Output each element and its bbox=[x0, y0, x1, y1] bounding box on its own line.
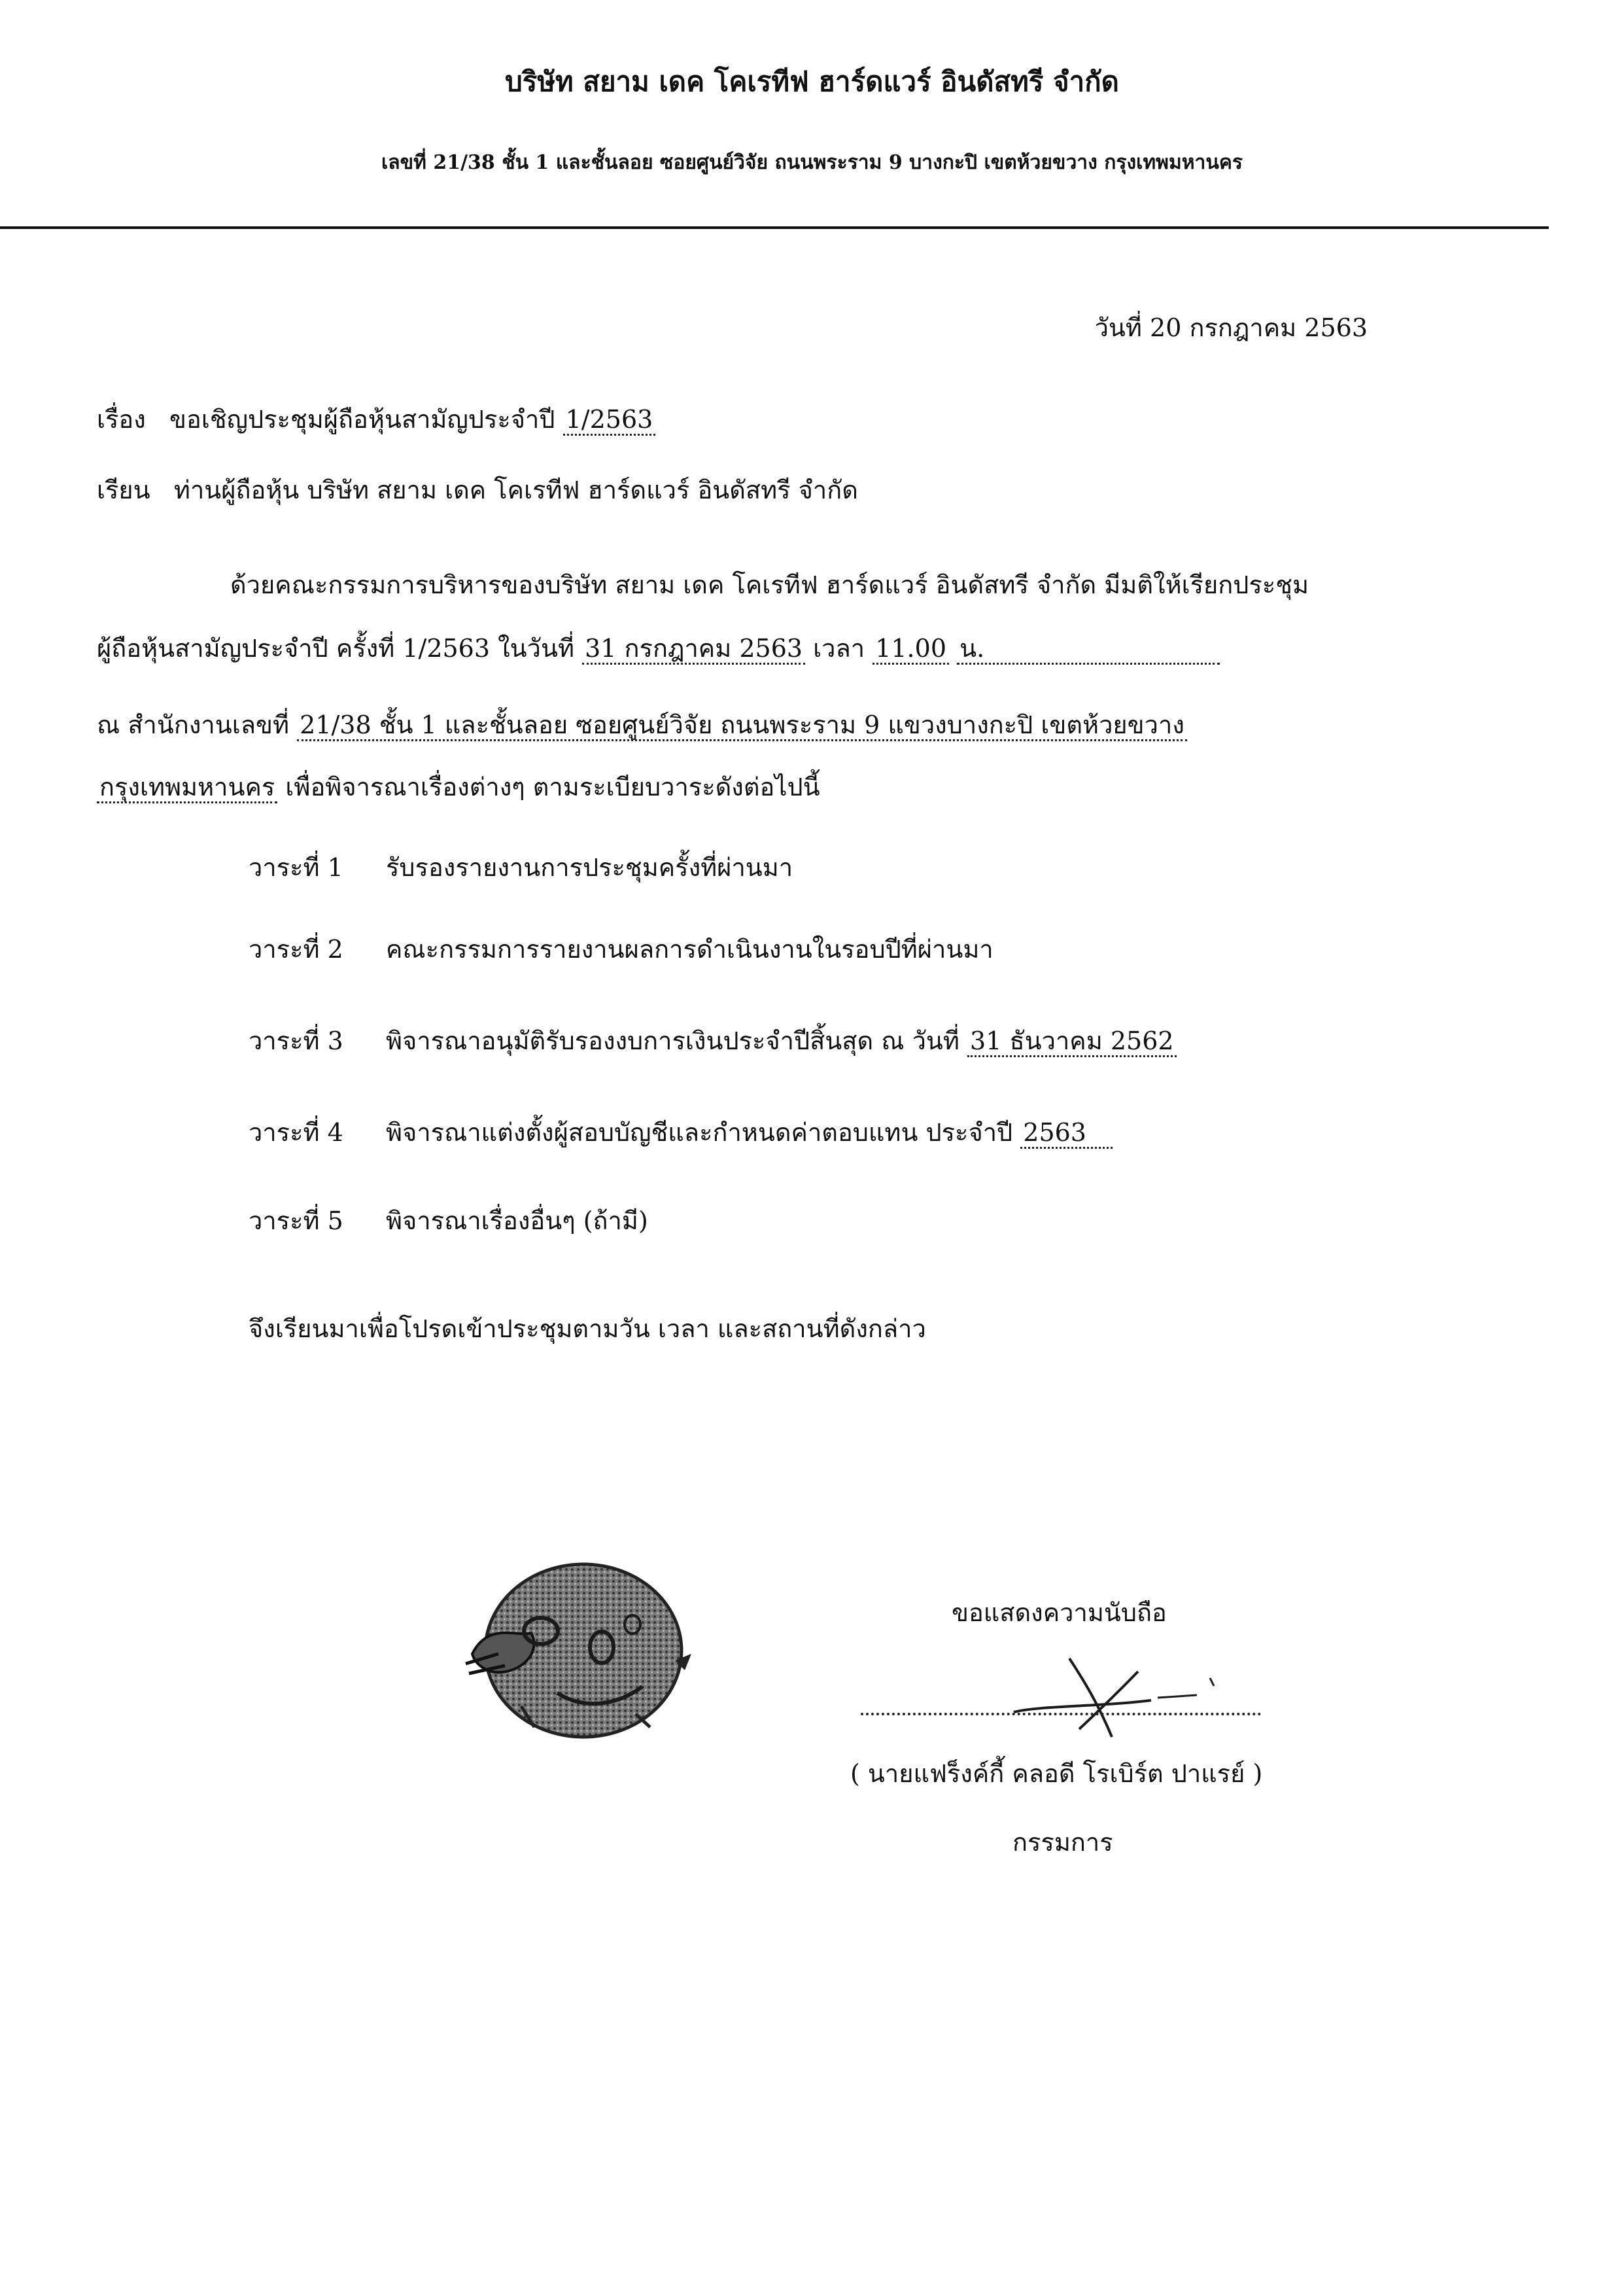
agenda-number: วาระที่ 2 bbox=[249, 935, 343, 964]
time-unit: น. bbox=[957, 634, 1220, 665]
subject-line bbox=[97, 399, 655, 439]
time-label: เวลา bbox=[813, 634, 865, 663]
agenda-number: วาระที่ 5 bbox=[249, 1206, 343, 1235]
agenda-text: คณะกรรมการรายงานผลการดำเนินงานในรอบปีที่ผ่านมา bbox=[386, 935, 993, 964]
agenda-item bbox=[249, 1112, 1113, 1152]
recipient-label: เรียน bbox=[97, 476, 150, 504]
signature-mark bbox=[1001, 1652, 1223, 1743]
agenda-text: พิจารณาแต่งตั้งผู้สอบบัญชีและกำหนดค่าตอบแทน ประจำปี bbox=[386, 1118, 1013, 1147]
recipient-line bbox=[97, 470, 858, 510]
agenda-item bbox=[249, 929, 993, 969]
agenda-text: พิจารณาเรื่องอื่นๆ (ถ้ามี) bbox=[386, 1206, 648, 1235]
agenda-value: 31 ธันวาคม 2562 bbox=[967, 1026, 1177, 1057]
venue-address: 21/38 ชั้น 1 และชั้นลอย ซอยศูนย์วิจัย ถนนพระราม 9 แขวงบางกะปิ เขตห้วยขวาง bbox=[297, 710, 1187, 741]
agenda-text: รับรองรายงานการประชุมครั้งที่ผ่านมา bbox=[386, 853, 793, 882]
body-line-4 bbox=[97, 767, 820, 807]
agenda-intro: เพื่อพิจารณาเรื่องต่างๆ ตามระเบียบวาระดังต่อไปนี้ bbox=[285, 773, 820, 801]
agenda-item bbox=[249, 1021, 1177, 1060]
venue-city: กรุงเทพมหานคร bbox=[97, 773, 277, 803]
agenda-text: พิจารณาอนุมัติรับรองงบการเงินประจำปีสิ้นสุด ณ วันที่ bbox=[386, 1026, 959, 1055]
company-name: บริษัท สยาม เดค โคเรทีฟ ฮาร์ดแวร์ อินดัสทรี จำกัด bbox=[505, 65, 1119, 97]
recipient-text: ท่านผู้ถือหุ้น บริษัท สยาม เดค โคเรทีฟ ฮาร์ดแวร์ อินดัสทรี จำกัด bbox=[173, 476, 858, 504]
agenda-number: วาระที่ 3 bbox=[249, 1026, 343, 1055]
letter-date: วันที่ 20 กรกฎาคม 2563 bbox=[1094, 313, 1368, 342]
meeting-date: 31 กรกฎาคม 2563 bbox=[582, 634, 805, 665]
closing-paragraph: จึงเรียนมาเพื่อโปรดเข้าประชุมตามวัน เวลา และสถานที่ดังกล่าว bbox=[249, 1314, 926, 1343]
signer-title: กรรมการ bbox=[1012, 1828, 1113, 1857]
venue-intro: ณ สำนักงานเลขที่ bbox=[97, 710, 290, 739]
subject-label: เรื่อง bbox=[97, 405, 146, 434]
body-line-2 bbox=[97, 628, 1220, 668]
agenda-number: วาระที่ 1 bbox=[249, 853, 343, 882]
signer-name: ( นายแฟร็งค์กี้ คลอดี โรเบิร์ต ปาแรย์ ) bbox=[850, 1759, 1263, 1788]
company-address: เลขที่ 21/38 ชั้น 1 และชั้นลอย ซอยศูนย์วิจัย ถนนพระราม 9 บางกะปิ เขตห้วยขวาง กรุงเทพมหานคร bbox=[381, 151, 1243, 174]
agenda-item bbox=[249, 1200, 648, 1240]
subject-year: 1/2563 bbox=[563, 405, 656, 436]
body-line-3 bbox=[97, 705, 1187, 745]
agenda-value: 2563 bbox=[1020, 1118, 1113, 1149]
company-seal bbox=[459, 1556, 698, 1745]
meeting-intro: ผู้ถือหุ้นสามัญประจำปี ครั้งที่ 1/2563 ในวันที่ bbox=[97, 634, 574, 663]
signature-line bbox=[861, 1713, 1261, 1715]
meeting-time: 11.00 bbox=[872, 634, 949, 665]
agenda-item bbox=[249, 847, 793, 887]
body-line-1: ด้วยคณะกรรมการบริหารของบริษัท สยาม เดค โคเรทีฟ ฮาร์ดแวร์ อินดัสทรี จำกัด มีมติให้เรียกประชุม bbox=[230, 570, 1309, 599]
agenda-number: วาระที่ 4 bbox=[249, 1118, 343, 1147]
subject-text: ขอเชิญประชุมผู้ถือหุ้นสามัญประจำปี bbox=[169, 405, 555, 434]
header-divider bbox=[0, 226, 1549, 229]
signature-closing: ขอแสดงความนับถือ bbox=[952, 1598, 1167, 1627]
